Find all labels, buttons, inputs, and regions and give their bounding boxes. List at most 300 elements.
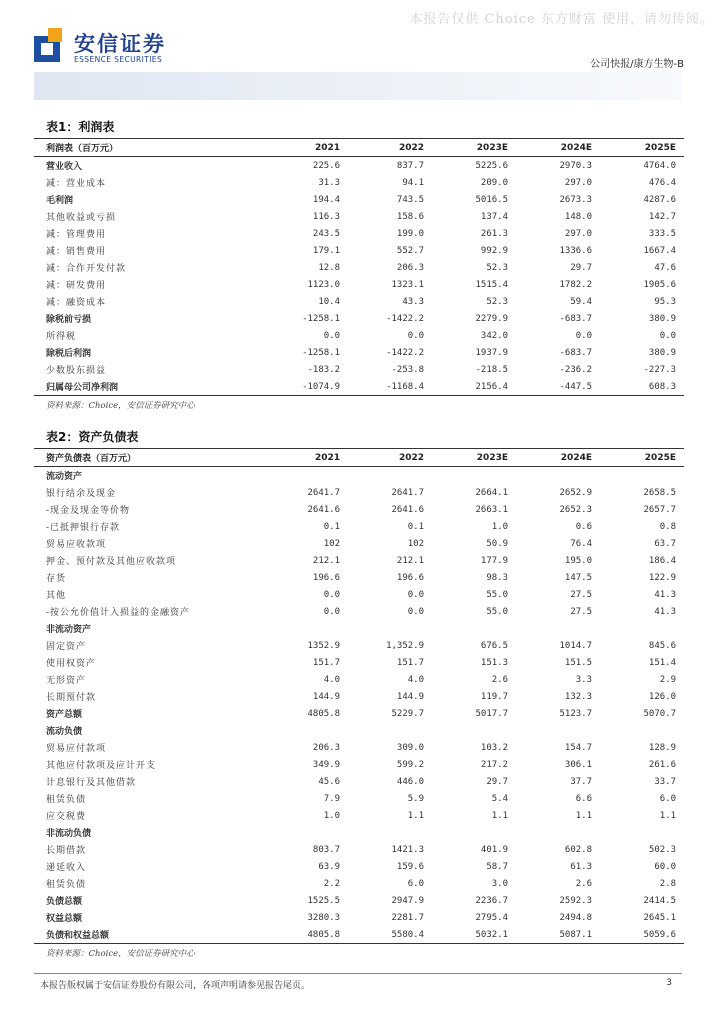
row-label: 权益总额 [46,914,83,924]
table-cell: 6.0 [407,878,424,889]
table-cell: -253.8 [391,364,424,375]
table-cell: 0.0 [407,606,424,617]
table-cell: 98.3 [486,572,508,583]
table-cell: 27.5 [570,606,592,617]
row-label: 应交税费 [46,812,87,822]
row-label: 减：管理费用 [46,230,107,240]
table-cell: 342.0 [480,330,508,341]
table-cell [264,824,348,841]
table-cell: 194.4 [312,194,340,205]
row-label: 流动资产 [46,472,83,482]
table-cell: -218.5 [475,364,508,375]
table-cell: 41.3 [654,606,676,617]
table-row [34,790,684,807]
table-cell: 6.0 [659,793,676,804]
table-cell: 2641.7 [307,487,340,498]
table-cell: 5087.1 [559,929,592,940]
table-cell: 33.7 [654,776,676,787]
row-label: 负债和权益总额 [46,931,110,941]
table-row [34,603,684,620]
column-header-label: 资产负债表（百万元） [46,454,137,464]
table-cell: -1074.9 [302,381,340,392]
table-cell: 599.2 [396,759,424,770]
column-header-year: 2022 [398,142,424,153]
table-cell: 2652.3 [559,504,592,515]
row-label: 存货 [46,574,67,584]
table-cell: 7.9 [323,793,340,804]
table-cell: 2494.8 [559,912,592,923]
table-cell: 261.6 [648,759,676,770]
table-cell: -227.3 [643,364,676,375]
footer-divider [34,973,682,974]
column-header-year: 2022 [398,452,424,463]
table-cell: 2664.1 [475,487,508,498]
table-cell: 2236.7 [475,895,508,906]
table-cell: 1.0 [491,521,508,532]
table-cell: 0.6 [575,521,592,532]
table-cell: 0.0 [575,330,592,341]
table-cell: 261.3 [480,228,508,239]
table-cell: 137.4 [480,211,508,222]
table-row [34,926,684,944]
table-cell: 61.3 [570,861,592,872]
row-label: 除税后利润 [46,349,92,359]
table-cell: 63.7 [654,538,676,549]
table-cell: 95.3 [654,296,676,307]
table-cell: 1352.9 [307,640,340,651]
row-label: 所得税 [46,332,77,342]
table-row [34,191,684,208]
table-cell: 128.9 [648,742,676,753]
row-label: 递延收入 [46,863,87,873]
row-label: 贸易应收款项 [46,540,107,550]
table-cell: 0.0 [323,606,340,617]
table-cell: 992.9 [480,245,508,256]
table-cell: 116.3 [312,211,340,222]
table-cell: 4.0 [323,674,340,685]
table-cell: 2641.7 [391,487,424,498]
table-cell: 2663.1 [475,504,508,515]
table-cell: 151.4 [648,657,676,668]
table-cell: 380.9 [648,313,676,324]
row-label: 毛利润 [46,196,74,206]
table-cell: 2592.3 [559,895,592,906]
table-row [34,722,684,739]
table-row [34,892,684,909]
table-cell: 52.3 [486,296,508,307]
table-cell: 2673.3 [559,194,592,205]
table-cell: -1422.2 [386,347,424,358]
table-cell: 206.3 [312,742,340,753]
table-row [34,824,684,841]
table-cell: 5225.6 [475,160,508,171]
table-cell: 1.0 [323,810,340,821]
table-row [34,705,684,722]
table-cell: 55.0 [486,606,508,617]
row-label: 少数股东损益 [46,366,107,376]
row-label: 其他应付款项及应计开支 [46,761,157,771]
table-cell: 94.1 [402,177,424,188]
row-label: 资产总额 [46,710,83,720]
table-cell: 5032.1 [475,929,508,940]
table-cell: 2652.9 [559,487,592,498]
table-cell: 177.9 [480,555,508,566]
table-cell: 1421.3 [391,844,424,855]
row-label: 押金、预付款及其他应收款项 [46,557,177,567]
table-cell: 209.0 [480,177,508,188]
table-cell: 1336.6 [559,245,592,256]
row-label: -已抵押银行存款 [46,523,121,533]
table-row [34,569,684,586]
table-cell: 1.1 [491,810,508,821]
table-cell: 2657.7 [643,504,676,515]
table-row [34,293,684,310]
table-row [34,637,684,654]
table-cell: -1258.1 [302,347,340,358]
table-cell: 1905.6 [643,279,676,290]
table-row [34,225,684,242]
table-cell: 0.0 [659,330,676,341]
table-cell: 446.0 [396,776,424,787]
table-cell: 59.4 [570,296,592,307]
table-cell: 5580.4 [391,929,424,940]
row-label: 长期预付款 [46,693,97,703]
table-cell: 2.6 [575,878,592,889]
table-cell: 102 [323,538,340,549]
table-cell: 837.7 [396,160,424,171]
table-cell: 212.1 [396,555,424,566]
table-cell [600,467,684,485]
row-label: 非流动资产 [46,625,92,635]
table-cell [264,722,348,739]
income-table-title: 表1：利润表 [46,120,115,134]
table-cell [516,722,600,739]
table-cell: 179.1 [312,245,340,256]
table-cell: 1667.4 [643,245,676,256]
table-cell: 47.6 [654,262,676,273]
row-label: 使用权资产 [46,659,97,669]
table-row [34,909,684,926]
table-cell: 45.6 [318,776,340,787]
logo-mark-icon [34,28,70,64]
table-row [34,535,684,552]
row-label: 负债总额 [46,897,83,907]
table-cell: 676.5 [480,640,508,651]
table-cell: 147.5 [564,572,592,583]
table-cell: 151.5 [564,657,592,668]
row-label: -按公允价值计入损益的金融资产 [46,608,191,618]
table-row [34,242,684,259]
table-cell: 845.6 [648,640,676,651]
footer-disclaimer: 本报告版权属于安信证券股份有限公司，各项声明请参见报告尾页。 [40,981,311,991]
table-cell: 2947.9 [391,895,424,906]
column-header-year: 2021 [314,452,340,463]
table-cell: 602.8 [564,844,592,855]
table-cell: -683.7 [559,313,592,324]
table-row [34,501,684,518]
table-row [34,157,684,175]
table-cell: 58.7 [486,861,508,872]
table-cell: 27.5 [570,589,592,600]
table-cell: 2645.1 [643,912,676,923]
table-cell: 5017.7 [475,708,508,719]
table-cell: 10.4 [318,296,340,307]
row-label: 长期借款 [46,846,87,856]
row-label: 流动负债 [46,727,83,737]
row-label: 除税前亏损 [46,315,92,325]
row-label: 非流动负债 [46,829,92,839]
table-cell: 2641.6 [391,504,424,515]
table-cell: 0.1 [323,521,340,532]
column-header-year: 2024E [560,142,592,153]
table-cell: 52.3 [486,262,508,273]
column-header-year: 2023E [476,452,508,463]
row-label: 减：营业成本 [46,179,107,189]
table-cell: 148.0 [564,211,592,222]
row-label: 减：融资成本 [46,298,107,308]
table-cell: 5059.6 [643,929,676,940]
table-header-row [34,449,684,467]
table-row [34,620,684,637]
table-cell [516,467,600,485]
table-cell: 159.6 [396,861,424,872]
table-cell: 1014.7 [559,640,592,651]
table-cell: 217.2 [480,759,508,770]
table-row [34,174,684,191]
table-cell [432,467,516,485]
table-cell: 196.6 [396,572,424,583]
table-cell: 50.9 [486,538,508,549]
table-cell: 12.8 [318,262,340,273]
table-cell: -236.2 [559,364,592,375]
row-label: 贸易应付款项 [46,744,107,754]
report-type: 公司快报/康方生物-B [590,59,684,70]
table-cell: 1525.5 [307,895,340,906]
table-cell: 151.7 [396,657,424,668]
table-row [34,552,684,569]
table-cell: 119.7 [480,691,508,702]
table-cell: 0.0 [407,589,424,600]
row-label: 减：研发费用 [46,281,107,291]
table-cell: -447.5 [559,381,592,392]
table-cell: 0.0 [323,330,340,341]
table-cell: 225.6 [312,160,340,171]
table-cell [432,824,516,841]
row-label: 减：合作开发付款 [46,264,127,274]
table-cell: 306.1 [564,759,592,770]
header-band [34,72,682,100]
watermark-text: 本报告仅供 Choice 东方财富 使用，请勿传阅。 [409,12,714,27]
row-label: 租赁负债 [46,880,87,890]
table-cell [348,722,432,739]
table-row [34,208,684,225]
table-cell: 31.3 [318,177,340,188]
table-cell [600,722,684,739]
row-label: 营业收入 [46,162,83,172]
table-cell: 158.6 [396,211,424,222]
table-cell: 126.0 [648,691,676,702]
table-cell: -683.7 [559,347,592,358]
table-row [34,756,684,773]
table-row [34,327,684,344]
table-cell: 297.0 [564,228,592,239]
row-label: 归属母公司净利润 [46,383,119,393]
table-cell: 2156.4 [475,381,508,392]
row-label: 固定资产 [46,642,87,652]
table-cell: 0.0 [407,330,424,341]
table-cell [600,620,684,637]
row-label: 银行结余及现金 [46,489,117,499]
table-cell: 122.9 [648,572,676,583]
table-cell: 5.4 [491,793,508,804]
table-cell: 6.6 [575,793,592,804]
table-cell: 803.7 [312,844,340,855]
row-label: 租赁负债 [46,795,87,805]
table-cell: 132.3 [564,691,592,702]
balance-table-source: 资料来源：Choice，安信证券研究中心 [46,949,195,959]
table-cell [516,824,600,841]
table-row [34,276,684,293]
table-row [34,586,684,603]
table-cell: 41.3 [654,589,676,600]
income-table-source: 资料来源：Choice，安信证券研究中心 [46,401,195,411]
table-cell: 608.3 [648,381,676,392]
table-cell: 552.7 [396,245,424,256]
table-row [34,807,684,824]
table-row [34,671,684,688]
table-cell: 5.9 [407,793,424,804]
table-cell: 743.5 [396,194,424,205]
income-statement-section [34,118,684,411]
row-label: 无形资产 [46,676,87,686]
table-cell: 144.9 [312,691,340,702]
balance-sheet-table [34,448,684,944]
table-row [34,467,684,485]
table-cell: 1.1 [575,810,592,821]
table-cell: 154.7 [564,742,592,753]
table-cell: -183.2 [307,364,340,375]
table-cell: 0.1 [407,521,424,532]
column-header-year: 2025E [644,142,676,153]
row-label: 其他收益或亏损 [46,213,117,223]
table-cell: -1422.2 [386,313,424,324]
table-cell: 29.7 [570,262,592,273]
table-cell: 2414.5 [643,895,676,906]
page-number: 3 [666,978,672,988]
table-cell [432,620,516,637]
table-cell: 102 [407,538,424,549]
table-row [34,654,684,671]
row-label: 减：销售费用 [46,247,107,257]
table-cell: 1323.1 [391,279,424,290]
table-cell: 1,352.9 [386,640,424,651]
table-cell: 5070.7 [643,708,676,719]
table-cell: 1123.0 [307,279,340,290]
table-cell: 380.9 [648,347,676,358]
table-cell: 401.9 [480,844,508,855]
income-statement-table [34,138,684,396]
table-cell: 5016.5 [475,194,508,205]
table-cell: 0.0 [323,589,340,600]
table-cell [348,824,432,841]
table-cell: 3.0 [491,878,508,889]
column-header-year: 2025E [644,452,676,463]
table-cell: 212.1 [312,555,340,566]
table-cell: 2281.7 [391,912,424,923]
table-cell: 196.6 [312,572,340,583]
column-header-year: 2024E [560,452,592,463]
table-row [34,259,684,276]
table-cell: 151.7 [312,657,340,668]
table-row [34,310,684,327]
table-cell: 297.0 [564,177,592,188]
table-cell: 2.6 [491,674,508,685]
table-cell [600,824,684,841]
table-cell: 186.4 [648,555,676,566]
table-cell: 2970.3 [559,160,592,171]
table-cell: 502.3 [648,844,676,855]
logo-name-en: ESSENCE SECURITIES [74,55,163,64]
column-header-year: 2021 [314,142,340,153]
balance-table-title: 表2：资产负债表 [46,430,139,444]
table-cell: 103.2 [480,742,508,753]
table-cell: -1168.4 [386,381,424,392]
table-row [34,361,684,378]
table-cell: 2641.6 [307,504,340,515]
table-cell: 2279.9 [475,313,508,324]
table-cell: 1515.4 [475,279,508,290]
logo-name-cn: 安信证券 [74,32,166,56]
column-header-label: 利润表（百万元） [46,144,119,154]
table-cell: 4287.6 [643,194,676,205]
table-row [34,875,684,892]
table-row [34,344,684,361]
table-cell: 5229.7 [391,708,424,719]
table-cell [348,620,432,637]
table-cell: 1937.9 [475,347,508,358]
table-cell: 1782.2 [559,279,592,290]
table-cell: 199.0 [396,228,424,239]
table-cell: 2.2 [323,878,340,889]
table-cell: 29.7 [486,776,508,787]
table-cell: 2658.5 [643,487,676,498]
row-label: 计息银行及其他借款 [46,778,137,788]
table-cell: 4805.8 [307,708,340,719]
table-row [34,773,684,790]
table-cell: 4764.0 [643,160,676,171]
table-row [34,841,684,858]
table-cell: 349.9 [312,759,340,770]
table-cell: 1.1 [659,810,676,821]
table-cell: 1.1 [407,810,424,821]
table-cell [264,467,348,485]
row-label: -现金及现金等价物 [46,506,131,516]
table-cell: 0.8 [659,521,676,532]
table-cell: 333.5 [648,228,676,239]
table-cell: 4.0 [407,674,424,685]
table-row [34,739,684,756]
table-row [34,858,684,875]
table-cell: 476.4 [648,177,676,188]
table-cell: 4805.8 [307,929,340,940]
table-cell: 2.8 [659,878,676,889]
table-cell: 195.0 [564,555,592,566]
table-cell [516,620,600,637]
table-cell: 37.7 [570,776,592,787]
table-cell: 3.3 [575,674,592,685]
table-row [34,688,684,705]
table-row [34,378,684,396]
